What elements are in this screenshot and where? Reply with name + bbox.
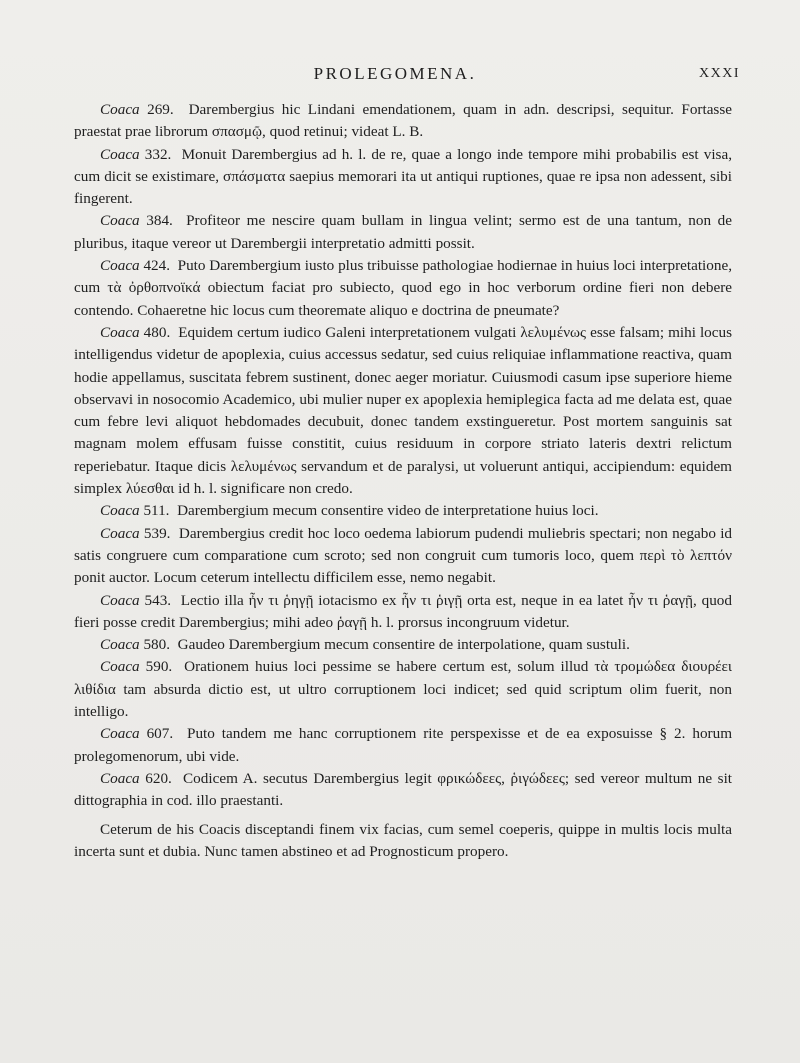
coaca-ref: Coaca (100, 212, 140, 230)
coaca-number: 539. (143, 524, 171, 542)
paragraph-text: Profiteor me nescire quam bullam in lingua velint; sermo est de una tantum, non de pluribus, itaque vereor ut Darembergii interpretatio admitti possit. (74, 212, 732, 252)
paragraph-coaca-590 (74, 656, 732, 723)
paragraph-text: Darembergius credit hoc loco oedema labiorum pudendi muliebris spectari; non negabo id satis congruere cum comparatione cum scroto; sed non congruit cum tumoris loco, quem περὶ τὸ λεπτόν ponit auctor. Locum ceterum intellectu difficilem esse, nemo negabit. (74, 524, 733, 587)
paragraph-coaca-539 (74, 523, 732, 590)
paragraph-text: Equidem certum iudico Galeni interpretationem vulgati λελυμένως esse falsam; mihi locus intelligendus videtur de apoplexia, cuius accessus sedatur, sed cuius reliquiae inflammatione reactiva, quam hodie appellamus, suscitata febrem sustinent, donec aeger moriatur. Cuiusmodi casum ipse superiore hieme observavi in nosocomio Academico, ubi mulier nuper ex apoplexia hemiplegica facta ad me delata est, quae cum febre levi aliquot hebdomades decubuit, donec tandem exstingueretur. Post mortem sanguinis sat magnam molem effusam fuisse constitit, cuius residuum in corpore striato lateris dextri relictum reperiebatur. Itaque dicis λελυμένως servandum et de paralysi, ut voluerunt antiqui, accipiendum: equidem simplex λύεσθαι id h. l. significare non credo. (74, 323, 733, 498)
paragraph-coaca-332 (74, 144, 732, 211)
page-number: XXXI (699, 66, 740, 81)
paragraph-text: Lectio illa ἦν τι ῥηγῇ iotacismo ex ἦν τι ῥιγῇ orta est, neque in ea latet ἦν τι ῥαγῇ, quod fieri posse credit Darembergius; mihi adeo ῥαγῇ h. l. prorsus incongruum videtur. (74, 591, 732, 631)
coaca-ref: Coaca (100, 323, 140, 341)
paragraph-coaca-511 (74, 500, 732, 522)
paragraph-text: Puto tandem me hanc corruptionem rite perspexisse et de ea exposuisse § 2. horum prolegomenorum, ubi vide. (74, 725, 733, 765)
coaca-ref: Coaca (100, 145, 140, 163)
coaca-number: 590. (145, 658, 173, 676)
paragraph-text: Codicem A. secutus Darembergius legit φρικώδεες, ῥιγώδεες; sed vereor multum ne sit dittographia in cod. illo praestanti. (74, 769, 733, 810)
coaca-ref: Coaca (100, 769, 140, 787)
page-body (74, 99, 732, 863)
paragraph-coaca-480 (74, 322, 732, 500)
coaca-ref: Coaca (100, 524, 140, 542)
coaca-ref: Coaca (100, 725, 140, 743)
coaca-number: 543. (144, 591, 172, 609)
paragraph-coaca-384 (74, 210, 732, 255)
paragraph-text: Monuit Darembergius ad h. l. de re, quae a longo inde tempore mihi probabilis est visa, cum dicit se existimare, σπάσματα saepius memorari ita ut antiqui ruptiones, quae re ipsa non adessent, sibi fingerent. (74, 145, 732, 208)
running-title: PROLEGOMENA. (313, 64, 477, 83)
paragraph-text: Darembergium mecum consentire video de interpretatione huius loci. (177, 502, 599, 520)
coaca-number: 269. (147, 101, 174, 118)
coaca-ref: Coaca (100, 658, 140, 676)
coaca-ref: Coaca (100, 591, 140, 609)
coaca-number: 480. (143, 323, 171, 341)
paragraph-coaca-269 (74, 99, 732, 144)
coaca-number: 607. (146, 725, 174, 743)
coaca-number: 620. (145, 769, 172, 787)
coaca-ref: Coaca (100, 502, 140, 520)
paragraph-coaca-424 (74, 255, 732, 322)
paragraph-text: Gaudeo Darembergium mecum consentire de interpolatione, quam sustuli. (177, 636, 630, 654)
coaca-ref: Coaca (100, 636, 140, 654)
paragraph-coaca-543 (74, 590, 732, 635)
paragraph-conclusion (74, 819, 732, 864)
coaca-ref: Coaca (100, 101, 140, 118)
coaca-number: 511. (143, 502, 170, 520)
coaca-ref: Coaca (100, 257, 140, 275)
coaca-number: 580. (143, 636, 171, 654)
paragraph-coaca-580 (74, 634, 732, 656)
coaca-number: 384. (146, 212, 173, 230)
coaca-number: 332. (144, 145, 172, 163)
paragraph-coaca-620 (74, 768, 732, 813)
paragraph-text: Puto Darembergium iusto plus tribuisse pathologiae hodiernae in huius loci interpretatione, cum τὰ ὀρθοπνοϊκά obiectum faciat pro subiecto, quod ego in hoc verborum ordine fieri non debere contendo. Cohaeretne hic locus cum theoremate aliquo e doctrina de pneumate? (74, 257, 732, 319)
paragraph-text: Darembergius hic Lindani emendationem, quam in adn. descripsi, sequitur. Fortasse praestat prae librorum σπασμῷ, quod retinui; videat L. B. (74, 101, 732, 141)
coaca-number: 424. (143, 257, 171, 275)
paragraph-text: Ceterum de his Coacis disceptandi finem vix facias, cum semel coeperis, quippe in multis locis multa incerta sunt et dubia. Nunc tamen abstineo et ad Prognosticum propero. (74, 820, 732, 860)
paragraph-text: Orationem huius loci pessime se habere certum est, solum illud τὰ τρομώδεα διουρέει λιθίδια tam absurda dictio est, ut ultro corruptionem loci indicet; sed quid scriptum olim fuerit, non intelligo. (74, 658, 732, 721)
paragraph-coaca-607 (74, 723, 732, 768)
page-header (0, 64, 800, 88)
